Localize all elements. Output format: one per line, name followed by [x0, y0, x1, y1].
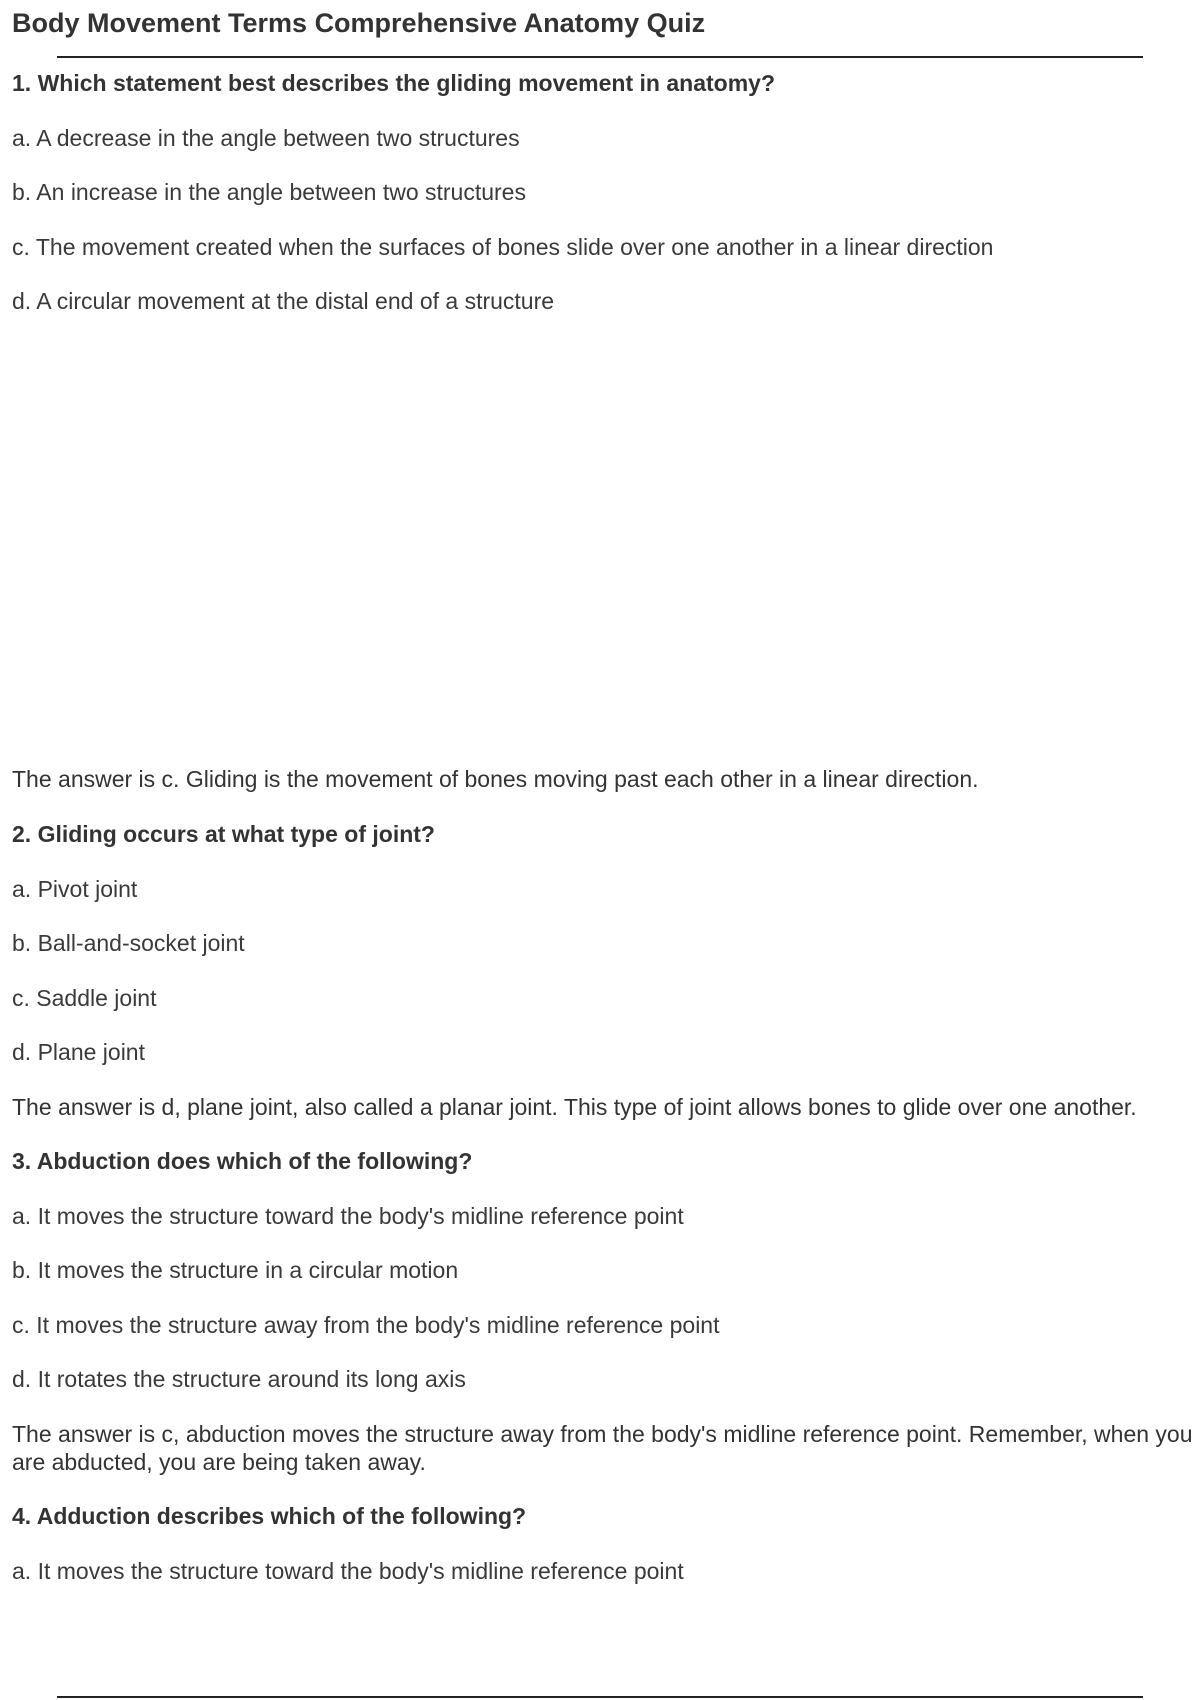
- question-3-option-a: a. It moves the structure toward the body's midline reference point: [12, 1202, 684, 1229]
- question-2-option-b: b. Ball-and-socket joint: [12, 930, 245, 956]
- question-block-2: [12, 820, 1200, 1147]
- page-title: Body Movement Terms Comprehensive Anatomy Quiz: [12, 8, 706, 38]
- question-3-option-c: c. It moves the structure away from the body's midline reference point: [12, 1311, 720, 1338]
- question-2-answer: The answer is d, plane joint, also called a planar joint. This type of joint allows bones to glide over one another.: [12, 1093, 1137, 1120]
- question-2-option-c: c. Saddle joint: [12, 984, 157, 1011]
- question-1-option-d: d. A circular movement at the distal end of a structure: [12, 288, 555, 314]
- question-1-text: 1. Which statement best describes the gliding movement in anatomy?: [12, 70, 775, 96]
- question-1-option-b: b. An increase in the angle between two structures: [12, 179, 526, 205]
- question-3-option-b: b. It moves the structure in a circular motion: [12, 1257, 459, 1283]
- question-2-option-a: a. Pivot joint: [12, 875, 138, 902]
- title-divider: [57, 56, 1143, 58]
- question-3-answer: The answer is c, abduction moves the structure away from the body's midline reference point. Remember, when you are abducted, you are being taken away.: [12, 1420, 1193, 1475]
- question-2-text: 2. Gliding occurs at what type of joint?: [12, 821, 435, 847]
- question-block-3: [12, 1147, 1200, 1502]
- question-block-4: [12, 1502, 1200, 1611]
- question-1-option-c: c. The movement created when the surfaces of bones slide over one another in a linear direction: [12, 233, 994, 260]
- question-block-1: [12, 69, 1200, 342]
- question-3-option-d: d. It rotates the structure around its long axis: [12, 1366, 466, 1392]
- question-2-option-d: d. Plane joint: [12, 1039, 145, 1065]
- footer-divider: [57, 1696, 1143, 1698]
- question-1-answer: The answer is c. Gliding is the movement of bones moving past each other in a linear direction.: [12, 766, 979, 792]
- question-3-text: 3. Abduction does which of the following?: [12, 1148, 473, 1174]
- question-4-option-a: a. It moves the structure toward the body's midline reference point: [12, 1557, 684, 1584]
- question-1-answer-block: [12, 765, 1200, 820]
- question-4-text: 4. Adduction describes which of the following?: [12, 1503, 527, 1529]
- question-1-option-a: a. A decrease in the angle between two structures: [12, 124, 520, 151]
